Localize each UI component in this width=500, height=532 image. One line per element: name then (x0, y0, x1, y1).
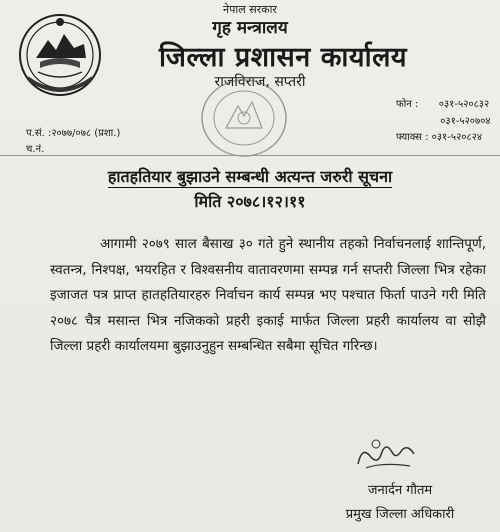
phone-number-1: ०३१-५२०८३२ (438, 99, 490, 110)
fax-number: ०३१-५२०८२४ (431, 132, 483, 143)
office-location: राजविराज, सप्तरी (214, 74, 306, 90)
signatory-designation: प्रमुख जिल्ला अधिकारी (345, 507, 455, 522)
signatory-name: जनार्दन गौतम (367, 483, 433, 498)
phone-label: फोन : (396, 99, 419, 110)
notice-body: आगामी २०७९ साल बैसाख ३० गते हुने स्थानीय तहको निर्वाचनलाई शान्तिपूर्ण, स्वतन्त्र, निश्पक्ष, भयरहित र विश्वसनीय वातावरणमा सम्पन्न गर्न सप्तरी जिल्ला भित्र रहेका इजाजत पत्र प्राप्त हातहतियारहरु निर्वाचन कार्य सम्पन्न भए पश्चात फिर्ता पाउने गरी मिति २०७८ चैत्र मसान्त भित्र नजिकको प्रहरी इकाई मार्फत जिल्ला प्रहरी कार्यालय वा सोझै जिल्ला प्रहरी कार्यालयमा बुझाउनुहुन सम्बन्धित सबैमा सूचित गरिन्छ। (50, 236, 486, 354)
notice-subject-text: हातहतियार बुझाउने सम्बन्धी अत्यन्त जरुरी सूचना (107, 167, 393, 186)
handwritten-signature-icon (352, 438, 422, 474)
phone-line-1 (396, 96, 489, 110)
header-divider (0, 155, 500, 156)
phone-number-2: ०३१-५२०७०४ (440, 116, 491, 127)
dispatch-number: च.नं. (26, 144, 45, 155)
fax-label: फ्याक्स : (396, 132, 429, 143)
fax-line (396, 129, 482, 143)
reference-number: प.सं. :२०७७/०७८ (प्रशा.) (26, 128, 121, 139)
office-name: जिल्ला प्रशासन कार्यालय (158, 42, 408, 73)
ministry-name: गृह मन्त्रालय (212, 18, 288, 38)
office-stamp-icon (196, 72, 292, 162)
notice-date: मिति २०७८।१२।११ (194, 192, 306, 211)
notice-subject (0, 165, 500, 187)
phone-line-2 (396, 113, 491, 127)
government-name: नेपाल सरकार (223, 3, 277, 16)
